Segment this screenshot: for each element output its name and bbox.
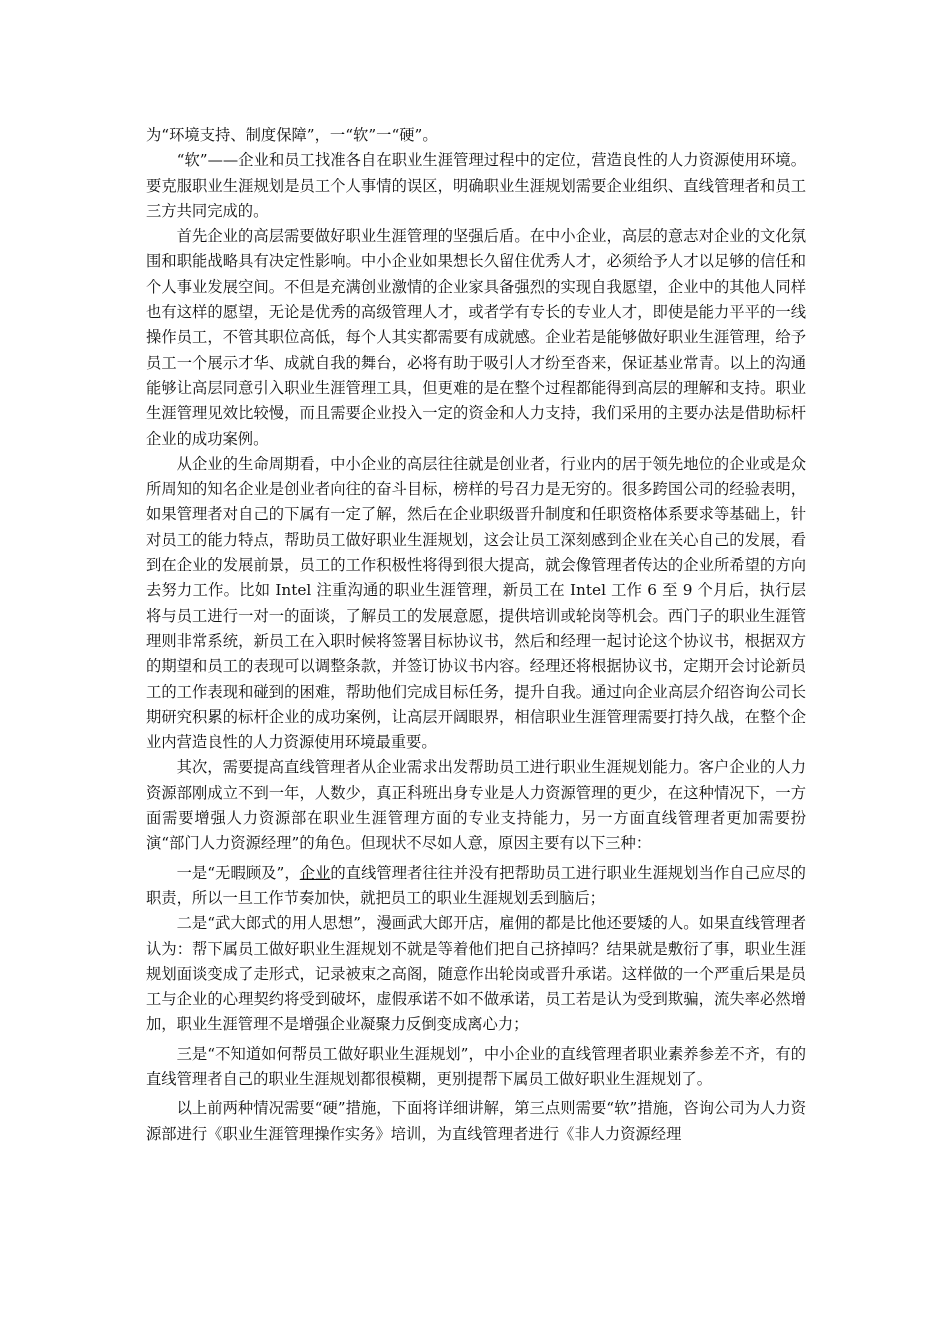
paragraph-lifecycle: 从企业的生命周期看，中小企业的高层往往就是创业者，行业内的居于领先地位的企业或是众所周知的知名企业是创业者向往的奋斗目标，榜样的号召力是无穷的。很多跨国公司的经验表明，如果管理者对自己的下属有一定了解，然后在企业职级晋升制度和任职资格体系要求等基础上，针对员工的能力特点，帮助员工做好职业生涯规划，这会让员工深刻感到企业在关心自己的发展，看到在企业的发展前景，员工的工作积极性将得到很大提高，就会像管理者传达的企业所希望的方向去努力工作。比如 Intel 注重沟通的职业生涯管理，新员工在 Intel 工作 6 至 9 个月后，执行层将与员工进行一对一的面谈，了解员工的发展意愿，提供培训或轮岗等机会。西门子的职业生涯管理则非常系统，新员工在入职时候将签署目标协议书，然后和经理一起讨论这个协议书，根据双方的期望和员工的表现可以调整条款，并签订协议书内容。经理还将根据协议书，定期开会讨论新员工的工作表现和碰到的困难，帮助他们完成目标任务，提升自我。通过向企业高层介绍咨询公司长期研究积累的标杆企业的成功案例，让高层开阔眼界，相信职业生涯管理需要打持久战，在整个企业内营造良性的人力资源使用环境最重要。 [146,454,806,752]
reason-one-prefix: 一是“无暇顾及”， [176,863,300,882]
paragraph-hard-soft-summary: 以上前两种情况需要“硬”措施，下面将详细讲解，第三点则需要“软”措施，咨询公司为人力资源部进行《职业生涯管理操作实务》培训，为直线管理者进行《非人力资源经理 [146,1099,806,1143]
reason-one-suffix: 的直线管理者往往并没有把帮助员工进行职业生涯规划当作自己应尽的职责，所以一旦工作节奏加快，就把员工的职业生涯规划丢到脑后； [146,863,806,907]
paragraph-reason-three: 三是“不知道如何帮员工做好职业生涯规划”，中小企业的直线管理者职业素养参差不齐，有的直线管理者自己的职业生涯规划都很模糊，更别提帮下属员工做好职业生涯规划了。 [146,1044,806,1088]
paragraph-continuation: 为“环境支持、制度保障”，一“软”一“硬”。 [146,126,438,144]
enterprise-link[interactable]: 企业 [299,863,331,882]
paragraph-reason-one [146,861,806,912]
paragraph-reason-two: 二是“武大郎式的用人思想”，漫画武大郎开店，雇佣的都是比他还要矮的人。如果直线管理者认为：帮下属员工做好职业生涯规划不就是等着他们把自己挤掉吗？结果就是敷衍了事，职业生涯规划面谈变成了走形式，记录被束之高阁，随意作出轮岗或晋升承诺。这样做的一个严重后果是员工与企业的心理契约将受到破坏，虚假承诺不如不做承诺，员工若是认为受到欺骗，流失率必然增加，职业生涯管理不是增强企业凝聚力反倒变成离心力； [146,914,806,1034]
paragraph-soft-measures: “软”——企业和员工找准各自在职业生涯管理过程中的定位，营造良性的人力资源使用环境。要克服职业生涯规划是员工个人事情的误区，明确职业生涯规划需要企业组织、直线管理者和员工三方共同完成的。 [146,151,806,220]
paragraph-top-management: 首先企业的高层需要做好职业生涯管理的坚强后盾。在中小企业，高层的意志对企业的文化氛围和职能战略具有决定性影响。中小企业如果想长久留住优秀人才，必须给予人才以足够的信任和个人事业发展空间。不但是充满创业激情的企业家具备强烈的实现自我愿望，企业中的其他人同样也有这样的愿望，无论是优秀的高级管理人才，或者学有专长的专业人才，即使是能力平平的一线操作员工，不管其职位高低，每个人其实都需要有成就感。企业若是能够做好职业生涯管理，给予员工一个展示才华、成就自我的舞台，必将有助于吸引人才纷至沓来，保证基业常青。以上的沟通能够让高层同意引入职业生涯管理工具，但更难的是在整个过程都能得到高层的理解和支持。职业生涯管理见效比较慢，而且需要企业投入一定的资金和人力支持，我们采用的主要办法是借助标杆企业的成功案例。 [146,227,806,448]
document-body [146,123,806,1147]
paragraph-line-managers: 其次，需要提高直线管理者从企业需求出发帮助员工进行职业生涯规划能力。客户企业的人力资源部刚成立不到一年，人数少，真正科班出身专业是人力资源管理的更少，在这种情况下，一方面需要增强人力资源部在职业生涯管理方面的专业支持能力，另一方面直线管理者更加需要扮演“部门人力资源经理”的角色。但现状不尽如人意，原因主要有以下三种： [146,758,806,853]
